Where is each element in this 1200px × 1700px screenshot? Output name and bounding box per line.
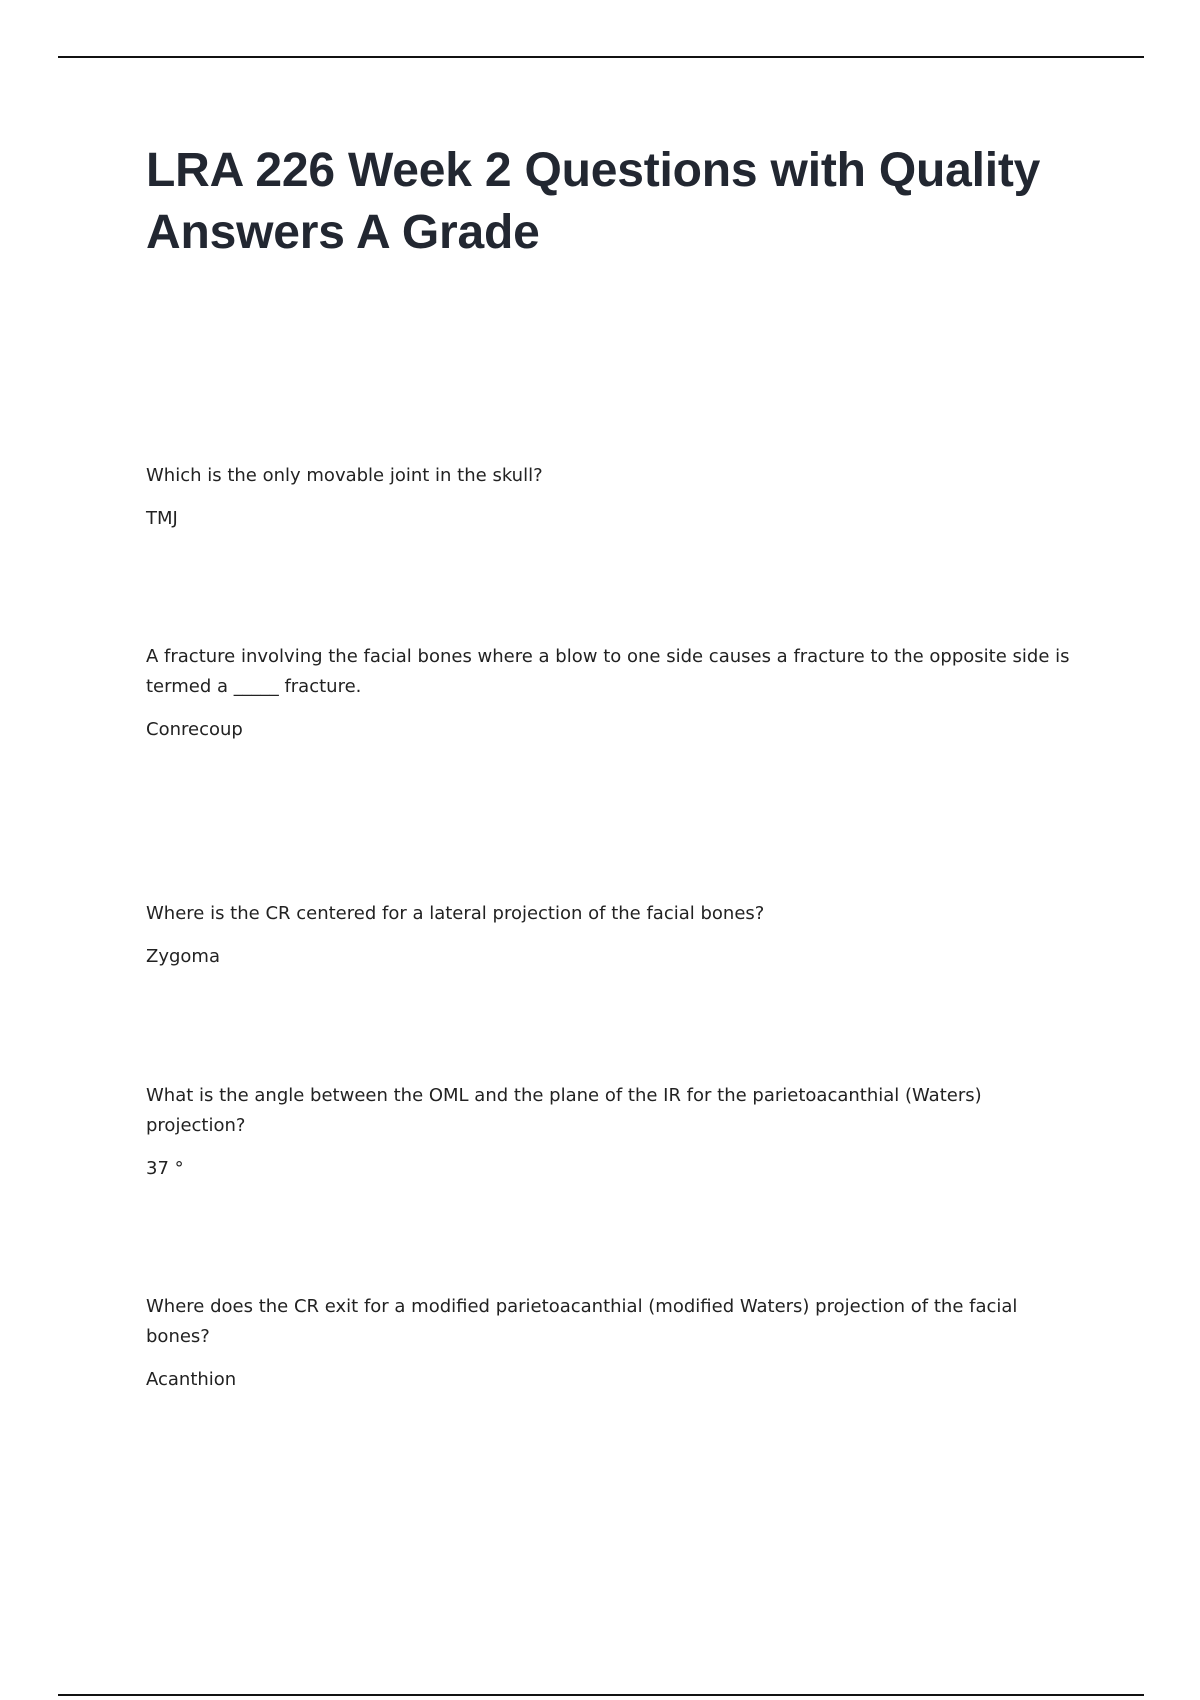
qa-item (146, 461, 1086, 534)
qa-item (146, 1081, 1086, 1184)
answer-text: 37 ° (146, 1158, 184, 1179)
question-text: Which is the only movable joint in the skull? (146, 465, 543, 486)
bottom-divider (58, 1694, 1144, 1696)
qa-item (146, 1292, 1086, 1395)
question-text: A fracture involving the facial bones where a blow to one side causes a fracture to the opposite side is termed a _____ fracture. (146, 646, 1070, 697)
answer-text: Acanthion (146, 1369, 237, 1390)
question-text: Where is the CR centered for a lateral projection of the facial bones? (146, 903, 765, 924)
question-text: Where does the CR exit for a modified parietoacanthial (modified Waters) projection of the facial bones? (146, 1296, 1018, 1347)
qa-item (146, 642, 1086, 745)
answer-text: Conrecoup (146, 719, 243, 740)
qa-item (146, 899, 1086, 972)
answer-text: TMJ (146, 508, 178, 529)
question-text: What is the angle between the OML and the plane of the IR for the parietoacanthial (Waters) projection? (146, 1085, 982, 1136)
document-title: LRA 226 Week 2 Questions with Quality Answers A Grade (146, 144, 1041, 259)
top-divider (58, 56, 1144, 58)
answer-text: Zygoma (146, 946, 220, 967)
